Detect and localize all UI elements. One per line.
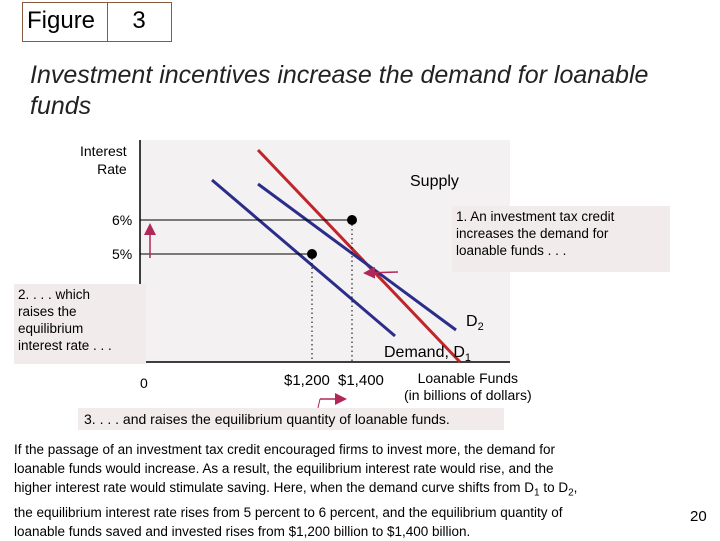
callout2-line2: raises the [18,304,77,319]
callout1-line1: 1. An investment tax credit [456,209,615,224]
callout-raises-interest-rate [14,284,146,364]
paragraph-line3-sub2: 2 [568,487,574,499]
d1-label [384,344,471,364]
callout-raises-quantity: 3. . . . and raises the equilibrium quantity of loanable funds. [78,408,504,430]
d1-label-main: Demand, D [384,344,465,361]
d2-label-sub: 2 [477,321,484,334]
paragraph-line2: loanable funds would increase. As a result, the equilibrium interest rate would rise, and the [14,461,554,476]
callout2-line1: 2. . . . which [18,287,91,302]
explanation-paragraph [14,440,692,541]
demand-d1-curve [212,180,395,336]
equilibrium-point-d2 [347,215,357,225]
paragraph-line4: the equilibrium interest rate rises from 5 percent to 6 percent, and the equilibrium quantity of [14,504,563,520]
d1-label-sub: 1 [464,352,472,365]
shift-arrow [366,272,398,273]
paragraph-line5: loanable funds saved and invested rises from $1,200 billion to $1,400 billion. [14,523,471,539]
x-tick-zero: 0 [140,375,148,391]
x-axis-label-line2: (in billions of dollars) [404,387,532,403]
quantity-arrow-tail [318,399,320,408]
x-axis-label-line1: Loanable Funds [417,370,519,386]
paragraph-line3b: to D [539,480,569,495]
y-axis-label [80,142,127,178]
callout1-line2: increases the demand for [456,226,609,241]
paragraph-line3 [14,478,692,503]
d2-label [466,313,484,333]
x-axis-label [404,370,532,404]
demand-d2-curve [258,184,456,330]
x-tick-1200: $1,200 [284,372,330,389]
supply-label: Supply [410,173,459,190]
y-tick-6pct: 6% [112,212,133,228]
y-axis-label-line2: Rate [97,161,127,177]
callout-investment-tax-credit [452,206,670,272]
callout1-line3: loanable funds . . . [456,243,567,258]
y-axis-label-line1: Interest [80,143,127,159]
paragraph-line3-sub1: 1 [534,487,540,499]
page-number: 20 [690,508,707,525]
slide-title: Investment incentives increase the demand for loanable funds [30,61,649,120]
d2-label-main: D [466,313,478,330]
paragraph-line1: If the passage of an investment tax credit encouraged firms to invest more, the demand for [14,442,556,457]
callout2-line3: equilibrium [18,321,84,336]
paragraph-line3c: , [573,480,578,495]
y-tick-5pct: 5% [112,246,133,262]
callout2-line4: interest rate . . . [18,338,112,353]
figure-word: Figure [27,7,96,34]
paragraph-line3a: higher interest rate would stimulate saving. Here, when the demand curve shifts from D [14,480,534,495]
figure-number: 3 [132,7,146,34]
x-tick-1400: $1,400 [338,372,384,389]
equilibrium-point-d1 [307,249,317,259]
